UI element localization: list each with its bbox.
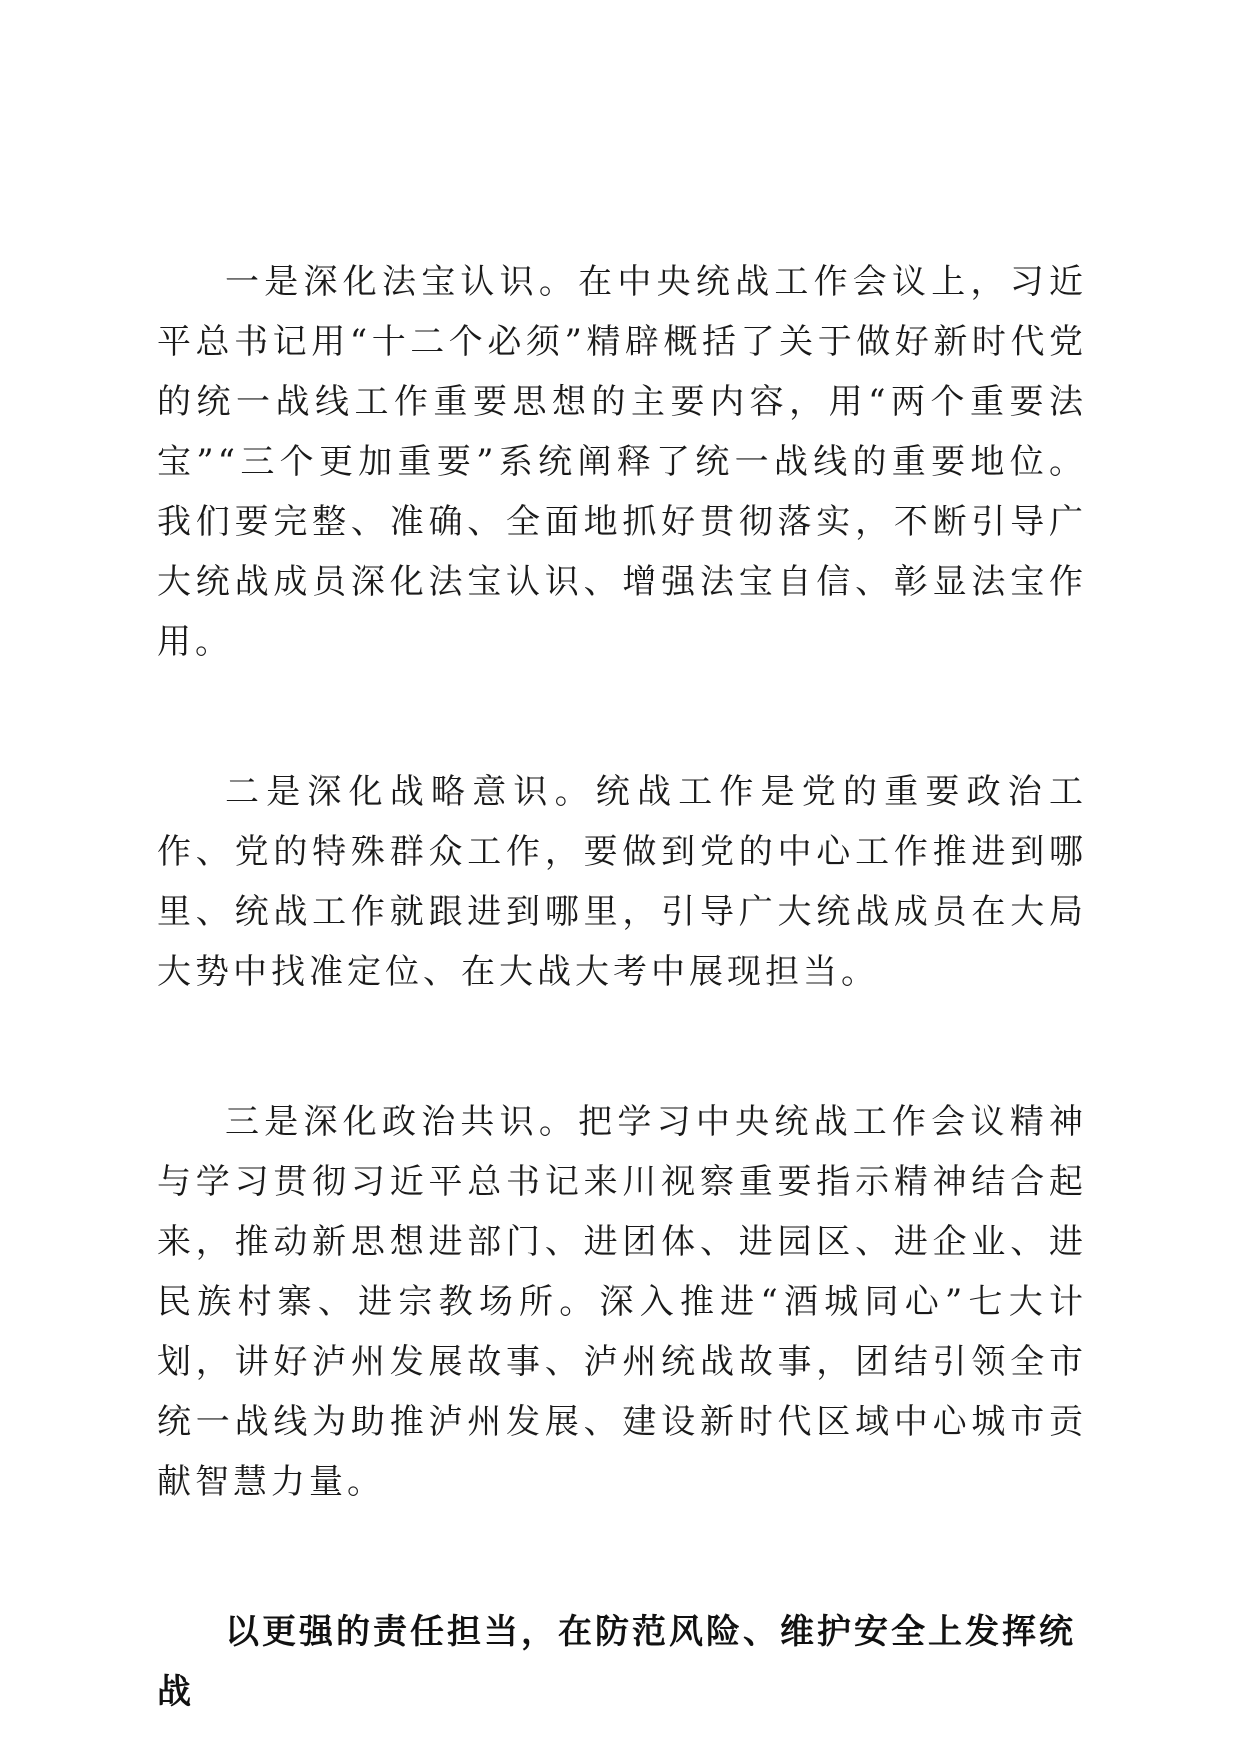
paragraph-spacer	[157, 1512, 1087, 1602]
document-body	[157, 252, 1087, 1722]
paragraph-1: 一是深化法宝认识。在中央统战工作会议上，习近平总书记用“十二个必须”精辟概括了关于做好新时代党的统一战线工作重要思想的主要内容，用“两个重要法宝”“三个更加重要”系统阐释了统一战线的重要地位。我们要完整、准确、全面地抓好贯彻落实，不断引导广大统战成员深化法宝认识、增强法宝自信、彰显法宝作用。	[157, 262, 1087, 662]
paragraph-3: 三是深化政治共识。把学习中央统战工作会议精神与学习贯彻习近平总书记来川视察重要指示精神结合起来，推动新思想进部门、进团体、进园区、进企业、进民族村寨、进宗教场所。深入推进“酒城同心”七大计划，讲好泸州发展故事、泸州统战故事，团结引领全市统一战线为助推泸州发展、建设新时代区域中心城市贡献智慧力量。	[157, 1102, 1087, 1502]
paragraph-spacer	[157, 672, 1087, 762]
paragraph-spacer	[157, 1002, 1087, 1092]
section-heading: 以更强的责任担当，在防范风险、维护安全上发挥统战	[157, 1612, 1076, 1712]
paragraph-2: 二是深化战略意识。统战工作是党的重要政治工作、党的特殊群众工作，要做到党的中心工作推进到哪里、统战工作就跟进到哪里，引导广大统战成员在大局大势中找准定位、在大战大考中展现担当。	[157, 772, 1087, 992]
